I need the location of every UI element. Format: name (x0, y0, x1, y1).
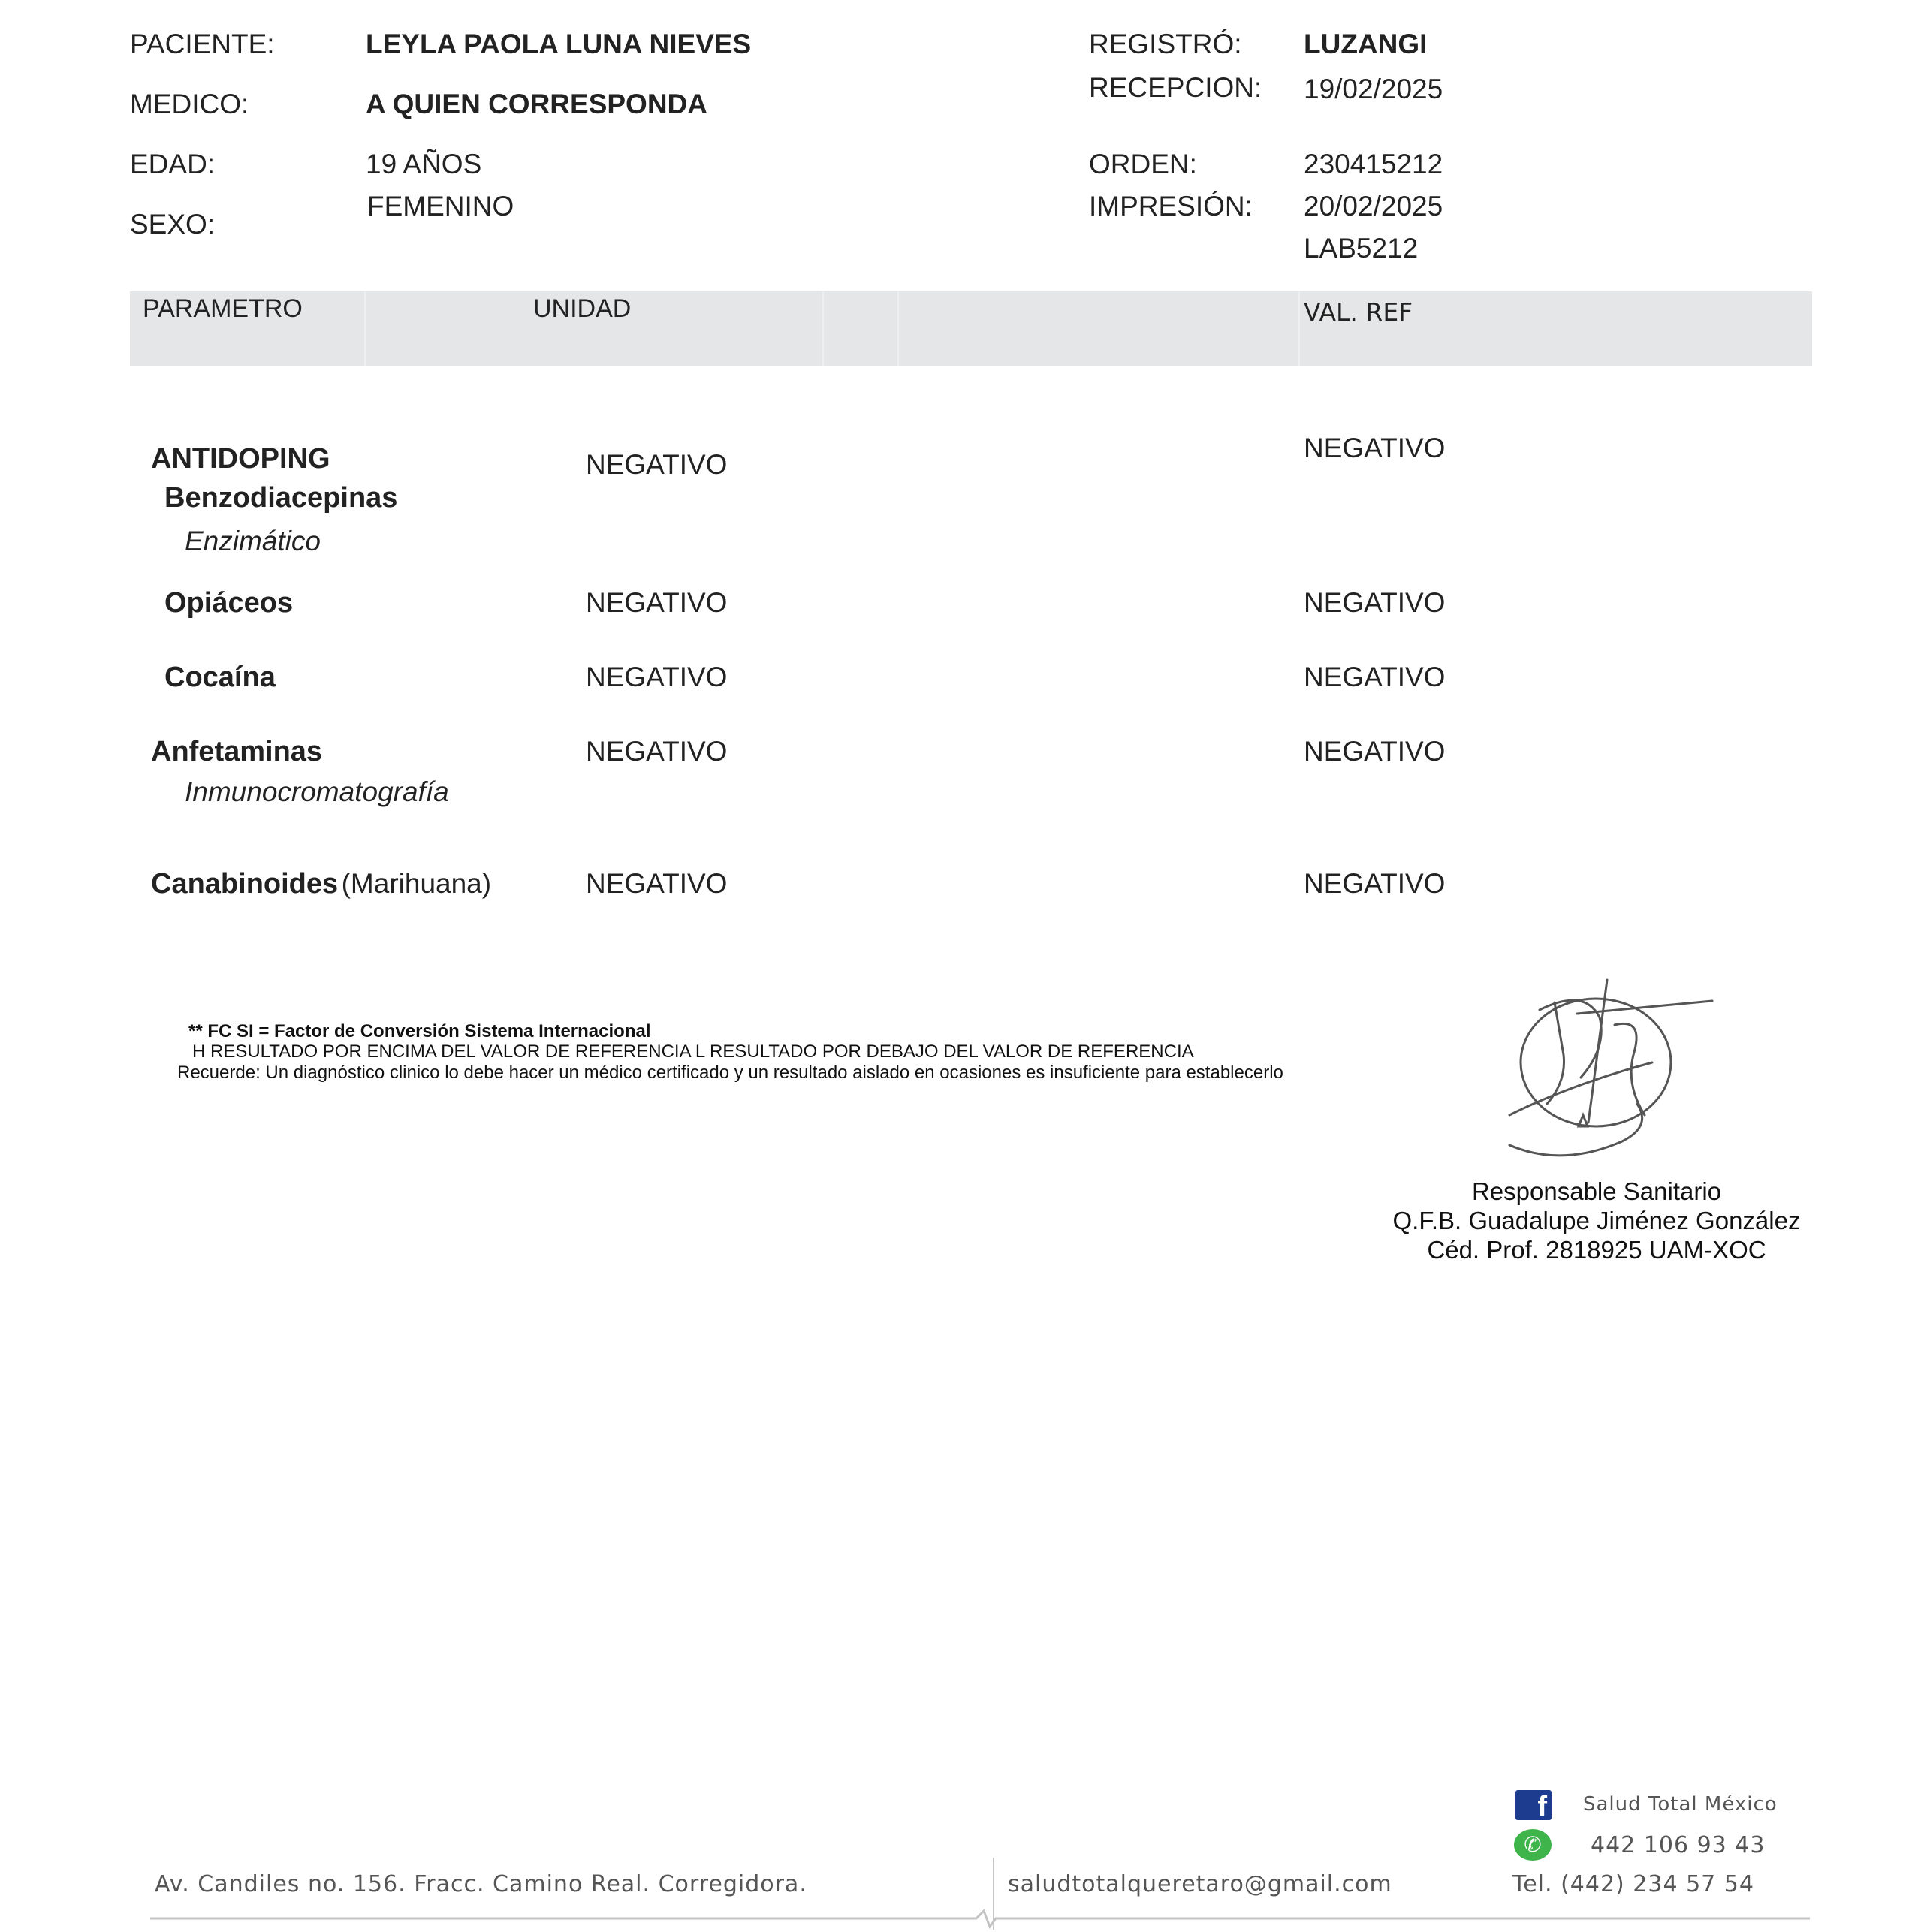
impresion-value: 20/02/2025 (1304, 191, 1443, 222)
canabinoides-note: (Marihuana) (341, 868, 492, 899)
cocaina-result: NEGATIVO (586, 662, 728, 692)
header-unidad: UNIDAD (533, 294, 632, 323)
canabinoides-cell (151, 868, 491, 900)
anfetaminas-name: Anfetaminas (151, 736, 323, 767)
benzo-result: NEGATIVO (586, 449, 728, 480)
benzo-name: Benzodiacepinas (164, 482, 398, 514)
note-fc-si: ** FC SI = Factor de Conversión Sistema Internacional (188, 1021, 651, 1041)
header-val-ref: VAL. REF (1304, 297, 1413, 327)
medico-value: A QUIEN CORRESPONDA (366, 89, 708, 119)
canabinoides-result: NEGATIVO (586, 868, 728, 899)
registro-label: REGISTRÓ: (1089, 29, 1242, 59)
sexo-label: SEXO: (130, 209, 216, 240)
medico-label: MEDICO: (130, 89, 249, 119)
paciente-value: LEYLA PAOLA LUNA NIEVES (366, 29, 752, 59)
whatsapp-number: 442 106 93 43 (1591, 1832, 1766, 1858)
footer-email[interactable]: saludtotalqueretaro@gmail.com (1008, 1871, 1392, 1897)
canabinoides-name: Canabinoides (151, 868, 339, 900)
canabinoides-ref: NEGATIVO (1304, 868, 1446, 899)
note-h-l: H RESULTADO POR ENCIMA DEL VALOR DE REFERENCIA L RESULTADO POR DEBAJO DEL VALOR DE REFERENCIA (192, 1041, 1194, 1062)
lab-code: LAB5212 (1304, 233, 1419, 264)
footer-phone: Tel. (442) 234 57 54 (1512, 1871, 1754, 1897)
edad-value: 19 AÑOS (366, 149, 482, 179)
orden-label: ORDEN: (1089, 149, 1197, 179)
benzo-ref: NEGATIVO (1304, 433, 1446, 463)
registro-value: LUZANGI (1304, 29, 1428, 59)
benzo-method: Enzimático (185, 526, 321, 556)
recepcion-label: RECEPCION: (1089, 72, 1262, 103)
footer-address: Av. Candiles no. 156. Fracc. Camino Real. Corregidora. (155, 1871, 807, 1897)
paciente-label: PACIENTE: (130, 29, 275, 59)
header-parametro: PARAMETRO (143, 294, 303, 323)
orden-value: 230415212 (1304, 149, 1443, 179)
facebook-name: Salud Total México (1583, 1793, 1778, 1816)
facebook-icon: f (1515, 1790, 1552, 1820)
whatsapp-icon: ✆ (1514, 1829, 1552, 1861)
anfetaminas-method: Inmunocromatografía (185, 776, 449, 807)
signature-cedula: Céd. Prof. 2818925 UAM-XOC (1427, 1236, 1766, 1264)
opiaceos-result: NEGATIVO (586, 587, 728, 618)
footer-line (150, 1907, 1810, 1930)
opiaceos-name: Opiáceos (164, 587, 294, 619)
anfetaminas-ref: NEGATIVO (1304, 736, 1446, 767)
edad-label: EDAD: (130, 149, 216, 179)
cocaina-name: Cocaína (164, 662, 276, 693)
signature-image (1494, 972, 1720, 1160)
signature-name: Q.F.B. Guadalupe Jiménez González (1392, 1207, 1801, 1234)
antidoping-heading: ANTIDOPING (151, 443, 330, 475)
anfetaminas-result: NEGATIVO (586, 736, 728, 767)
note-recuerde: Recuerde: Un diagnóstico clinico lo debe hacer un médico certificado y un resultado aislado en ocasiones es insuficiente para establecerlo (177, 1062, 1283, 1083)
opiaceos-ref: NEGATIVO (1304, 587, 1446, 618)
table-header (130, 291, 1812, 366)
recepcion-value: 19/02/2025 (1304, 74, 1443, 104)
impresion-label: IMPRESIÓN: (1089, 191, 1253, 222)
sexo-value: FEMENINO (367, 191, 514, 222)
signature-title: Responsable Sanitario (1471, 1177, 1722, 1205)
cocaina-ref: NEGATIVO (1304, 662, 1446, 692)
